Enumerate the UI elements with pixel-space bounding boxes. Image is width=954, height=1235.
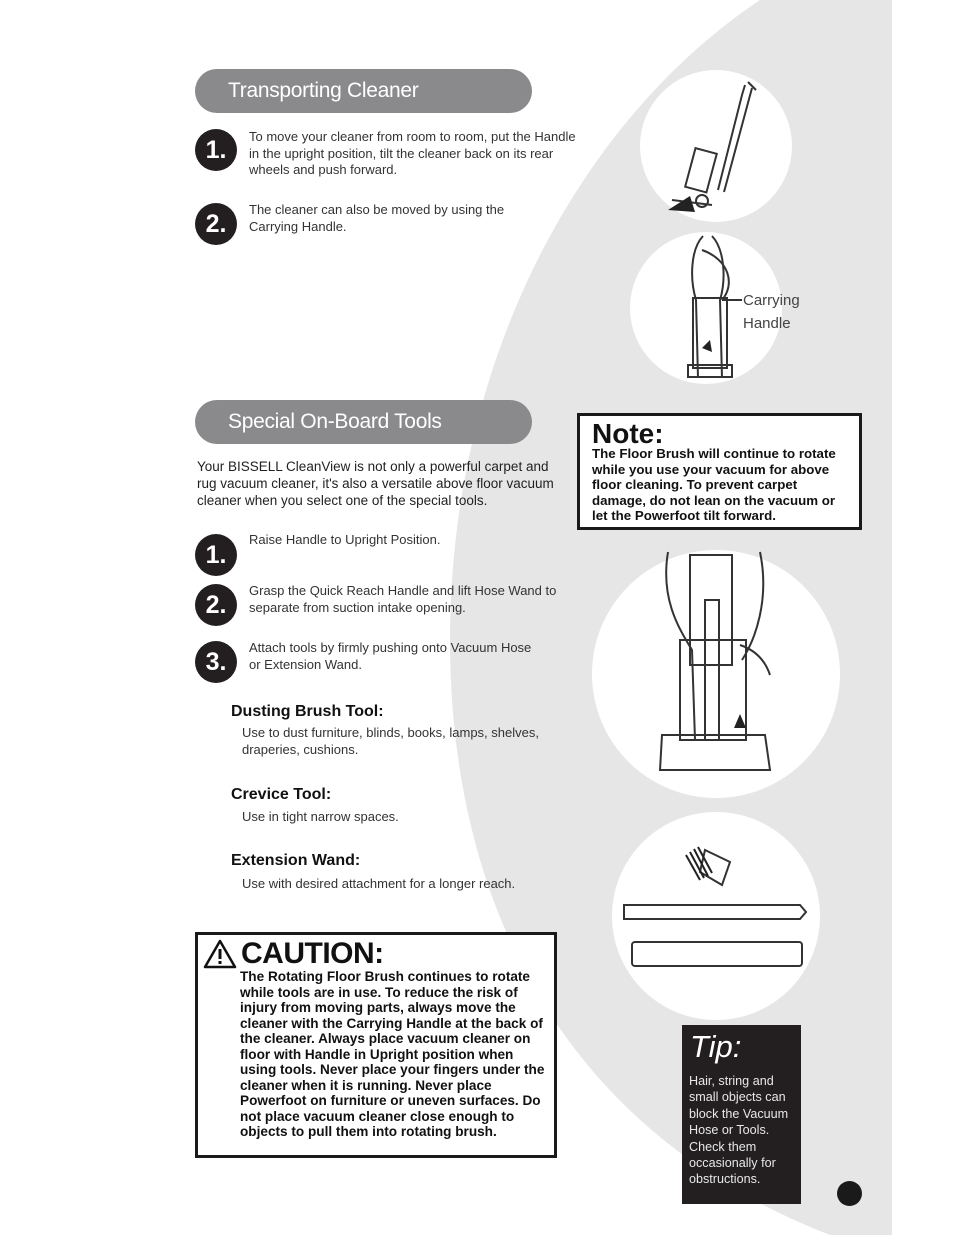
tool-description: Use in tight narrow spaces. bbox=[242, 809, 399, 824]
caution-title: CAUTION: bbox=[241, 937, 384, 970]
hose-wand-illustration bbox=[592, 550, 840, 798]
callout-line: Handle bbox=[743, 315, 791, 332]
note-box bbox=[577, 413, 862, 530]
section-title-transporting: Transporting Cleaner bbox=[195, 69, 532, 113]
tool-heading-extension: Extension Wand: bbox=[231, 852, 361, 869]
tool-description: Use to dust furniture, blinds, books, lamps, shelves, draperies, cushions. bbox=[242, 725, 539, 757]
tip-box bbox=[682, 1025, 801, 1204]
callout-line: Carrying bbox=[743, 292, 800, 309]
note-body: The Floor Brush will continue to rotate while you use your vacuum for above floor cleaning. To prevent carpet damage, do not lean on the vacuum or let the Powerfoot tilt forward. bbox=[592, 446, 836, 523]
page-marker-dot bbox=[837, 1181, 862, 1206]
tool-heading-crevice: Crevice Tool: bbox=[231, 786, 332, 803]
warning-triangle-icon bbox=[203, 939, 237, 969]
note-title: Note: bbox=[592, 418, 664, 449]
caution-box bbox=[195, 932, 557, 1158]
step-text: The cleaner can also be moved by using the Carrying Handle. bbox=[249, 202, 505, 234]
tool-heading-dusting: Dusting Brush Tool: bbox=[231, 703, 384, 720]
section-title-tools: Special On-Board Tools bbox=[195, 400, 532, 444]
step-text: Attach tools by firmly pushing onto Vacuum Hose or Extension Wand. bbox=[249, 640, 532, 672]
tools-illustration bbox=[612, 812, 820, 1020]
carrying-handle-callout bbox=[743, 289, 803, 335]
tools-intro: Your BISSELL CleanView is not only a powerful carpet and rug vacuum cleaner, it's also a versatile above floor vacuum cleaner when you select one of the special tools. bbox=[197, 459, 554, 508]
tool-description: Use with desired attachment for a longer reach. bbox=[242, 876, 516, 891]
step-text: Grasp the Quick Reach Handle and lift Hose Wand to separate from suction intake opening. bbox=[249, 583, 557, 615]
step-number: 3. bbox=[195, 641, 237, 683]
step-text: Raise Handle to Upright Position. bbox=[249, 532, 441, 547]
tip-title: Tip: bbox=[690, 1029, 742, 1064]
step-number: 1. bbox=[195, 129, 237, 171]
step-number: 1. bbox=[195, 534, 237, 576]
caution-body: The Rotating Floor Brush continues to rotate while tools are in use. To reduce the risk of injury from moving parts, always move the cleaner with the Carrying Handle at the back of the cleaner. Always place vacuum cleaner on floor with Handle in Upright position when using tools. Never place your fingers under the cleaner when it is running. Never place Powerfoot on furniture or uneven surfaces. Do not place vacuum cleaner close enough to objects to pull them into rotating brush. bbox=[240, 969, 545, 1139]
step-number: 2. bbox=[195, 584, 237, 626]
tilted-vacuum-illustration bbox=[640, 70, 792, 222]
step-text: To move your cleaner from room to room, put the Handle in the upright position, tilt the cleaner back on its rear wheels and push forward. bbox=[249, 129, 576, 177]
step-number: 2. bbox=[195, 203, 237, 245]
tip-body: Hair, string and small objects can block the Vacuum Hose or Tools. Check them occasionally for obstructions. bbox=[689, 1074, 789, 1187]
